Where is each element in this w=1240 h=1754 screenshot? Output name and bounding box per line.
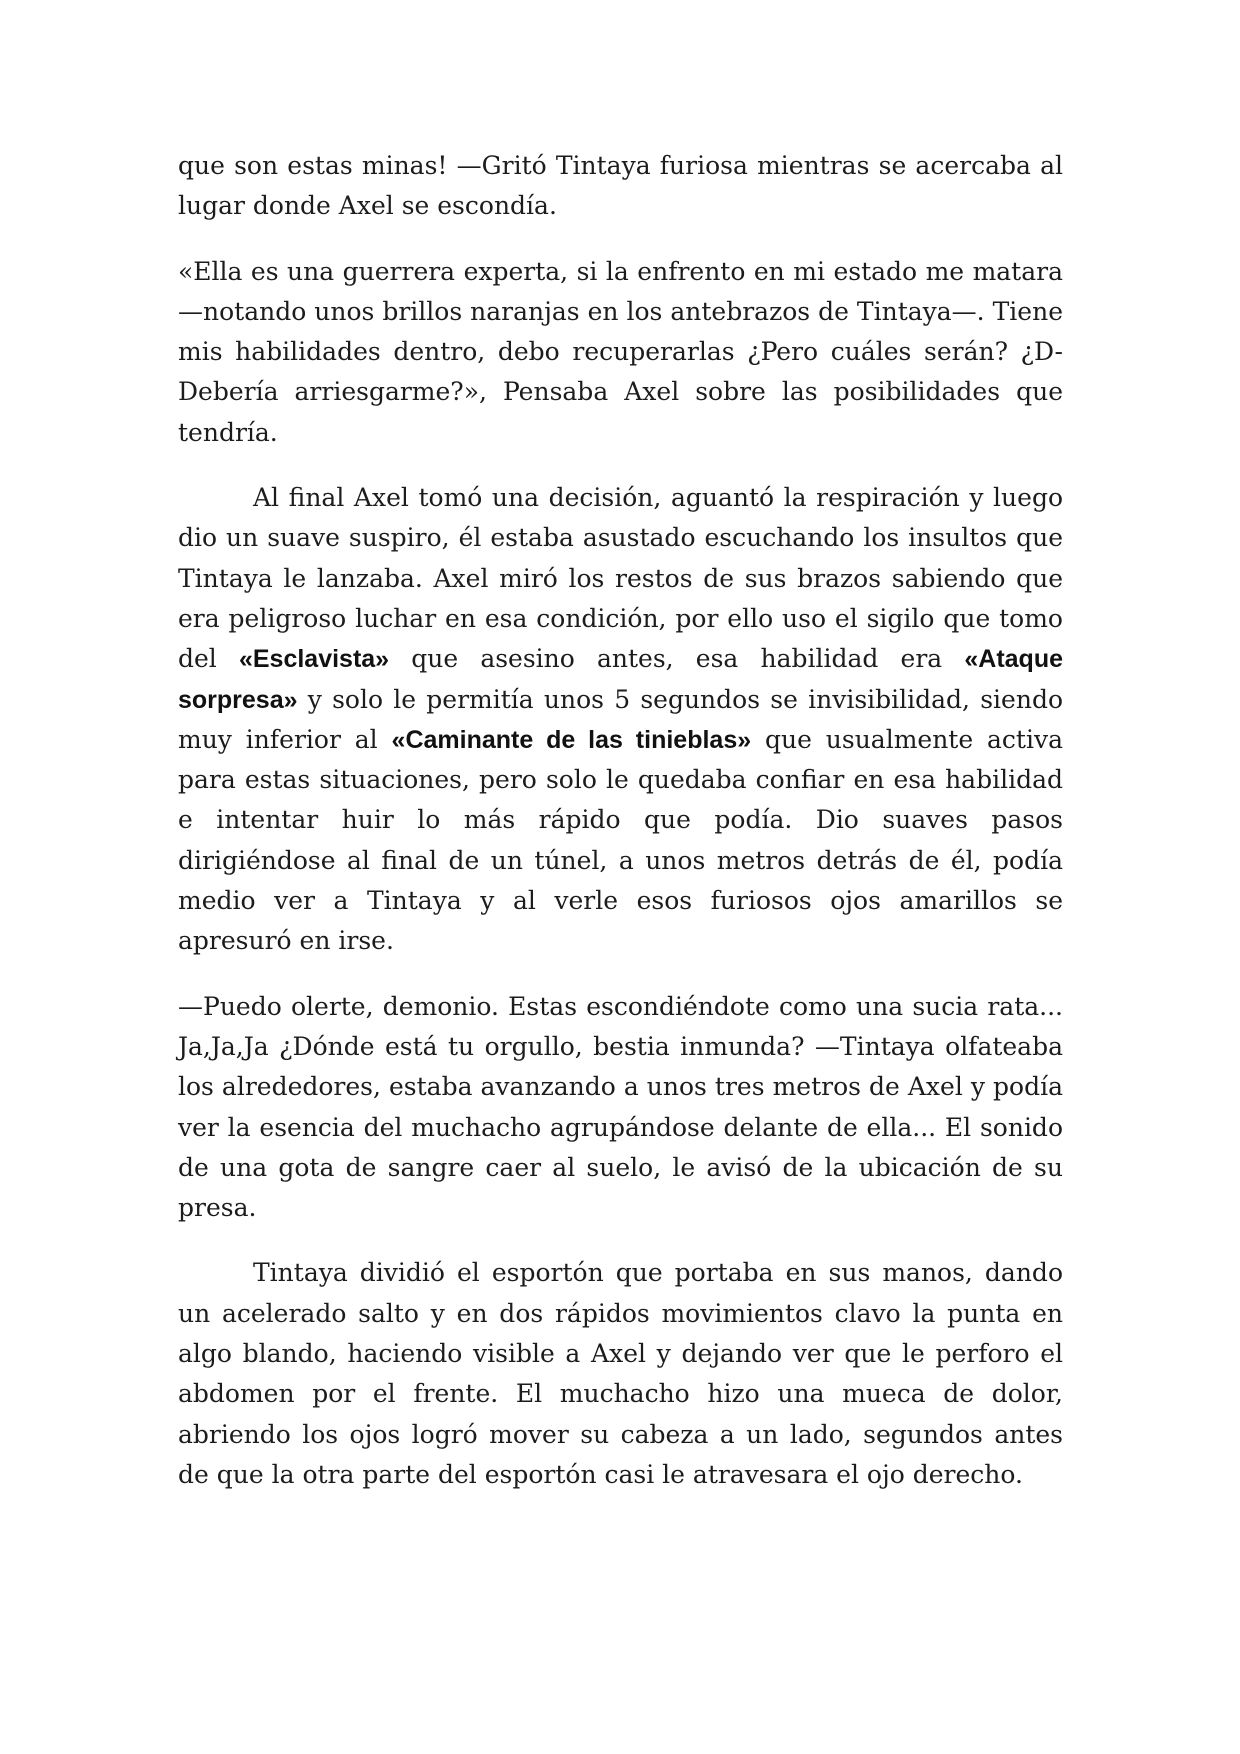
paragraph-text: Al final Axel tomó una decisión, aguantó la respiración y luego dio un suave suspiro, él estaba asustado escuchando los insultos que Tintaya le lanzaba. Axel miró los restos de sus brazos sabiendo que era peligroso luchar en esa condición, por ello uso el sigilo que tomo del: [178, 483, 1063, 674]
document-page: [178, 146, 1063, 1520]
skill-name: «Caminante de las tinieblas»: [391, 725, 752, 754]
paragraph: [178, 1253, 1063, 1495]
paragraph-text: «Ella es una guerrera experta, si la enfrento en mi estado me matara —notando unos brillos naranjas en los antebrazos de Tintaya—. Tiene mis habilidades dentro, debo recuperarlas ¿Pero cuáles serán? ¿D-Debería arriesgarme?», Pensaba Axel sobre las posibilidades que tendría.: [178, 256, 1063, 447]
paragraph-text: Tintaya dividió el esportón que portaba en sus manos, dando un acelerado salto y en dos rápidos movimientos clavo la punta en algo blando, haciendo visible a Axel y dejando ver que le perforo el abdomen por el frente. El muchacho hizo una mueca de dolor, abriendo los ojos logró mover su cabeza a un lado, segundos antes de que la otra parte del esportón casi le atravesara el ojo derecho.: [178, 1258, 1063, 1489]
paragraph-text: —Puedo olerte, demonio. Estas escondiéndote como una sucia rata... Ja,Ja,Ja ¿Dónde está tu orgullo, bestia inmunda? —Tintaya olfateaba los alrededores, estaba avanzando a unos tres metros de Axel y podía ver la esencia del muchacho agrupándose delante de ella... El sonido de una gota de sangre caer al suelo, le avisó de la ubicación de su presa.: [178, 991, 1063, 1223]
paragraph: [178, 478, 1063, 962]
paragraph: [178, 252, 1063, 453]
paragraph-text: que son estas minas! —Gritó Tintaya furiosa mientras se acercaba al lugar donde Axel se escondía.: [178, 151, 1063, 221]
paragraph: [178, 146, 1063, 227]
paragraph: [178, 987, 1063, 1229]
skill-name: «Ataque sorpresa»: [178, 645, 1063, 714]
paragraph-text: que usualmente activa para estas situaciones, pero solo le quedaba confiar en esa habilidad e intentar huir lo más rápido que podía. Dio suaves pasos dirigiéndose al final de un túnel, a unos metros detrás de él, podía medio ver a Tintaya y al verle esos furiosos ojos amarillos se apresuró en irse.: [178, 724, 1063, 956]
paragraph-text: que asesino antes, esa habilidad era: [389, 644, 965, 674]
paragraph-text: y solo le permitía unos 5 segundos se invisibilidad, siendo muy inferior al: [178, 684, 1063, 754]
skill-name: «Esclavista»: [238, 645, 390, 674]
